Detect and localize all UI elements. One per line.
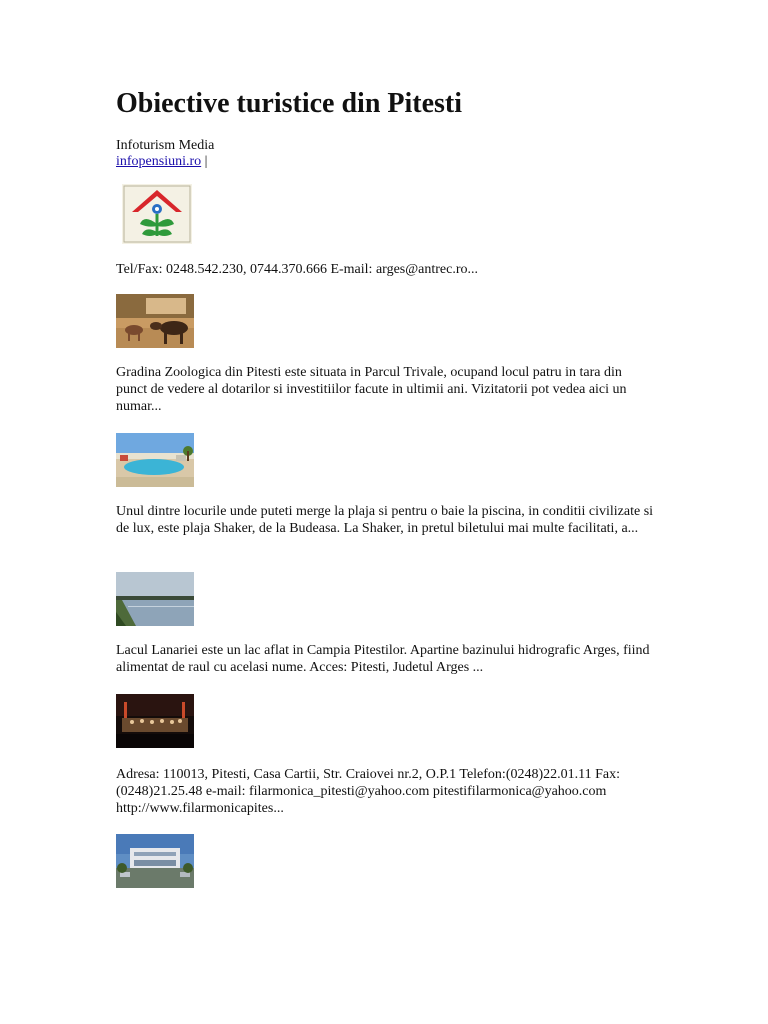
entry-text-4: Lacul Lanariei este un lac aflat in Campia Pitestilor. Apartine bazinului hidrografic Arges, fiind alimentat de raul cu acelasi nume. Acces: Pitesti, Judetul Arges ... — [116, 643, 650, 675]
pool-image — [116, 433, 194, 487]
building-image — [116, 834, 194, 888]
lake-image — [116, 572, 194, 626]
source-line — [116, 154, 214, 170]
lake-photo-icon — [116, 572, 194, 626]
entry-text-2: Gradina Zoologica din Pitesti este situata in Parcul Trivale, ocupand locul patru in tara din punct de vedere al dotarilor si investitiilor facute in ultimii ani. Vizitatorii pot vedea aici un numar... — [116, 365, 627, 414]
pool-photo-icon — [116, 433, 194, 487]
entry-text-3: Unul dintre locurile unde puteti merge la plaja si pentru o baie la piscina, in conditii civilizate si de lux, este plaja Shaker, de la Budeasa. La Shaker, in pretul biletului mai multe facilitati, a... — [116, 504, 654, 536]
source-name: Infoturism Media — [116, 138, 215, 153]
zoo-animals-image — [116, 294, 194, 348]
orchestra-image — [116, 694, 194, 748]
source-link[interactable]: infopensiuni.ro — [116, 154, 202, 169]
entry-text-5: Adresa: 110013, Pitesti, Casa Cartii, Str. Craiovei nr.2, O.P.1 Telefon:(0248)22.01.11 Fax:(0248)21.25.48 e-mail: filarmonica_pitesti@yahoo.com pitestifilarmonica@yahoo.com http://www.filarmonicapites... — [116, 767, 621, 816]
page-title: Obiective turistice din Pitesti — [116, 88, 463, 119]
source-block — [116, 138, 214, 170]
zoo-animals-photo-icon — [116, 294, 194, 348]
source-separator: | — [204, 154, 208, 169]
antrec-logo-icon — [122, 184, 192, 244]
orchestra-photo-icon — [116, 694, 194, 748]
entry-text-1: Tel/Fax: 0248.542.230, 0744.370.666 E-mail: arges@antrec.ro... — [116, 262, 478, 277]
building-photo-icon — [116, 834, 194, 888]
antrec-logo-image — [122, 184, 192, 244]
